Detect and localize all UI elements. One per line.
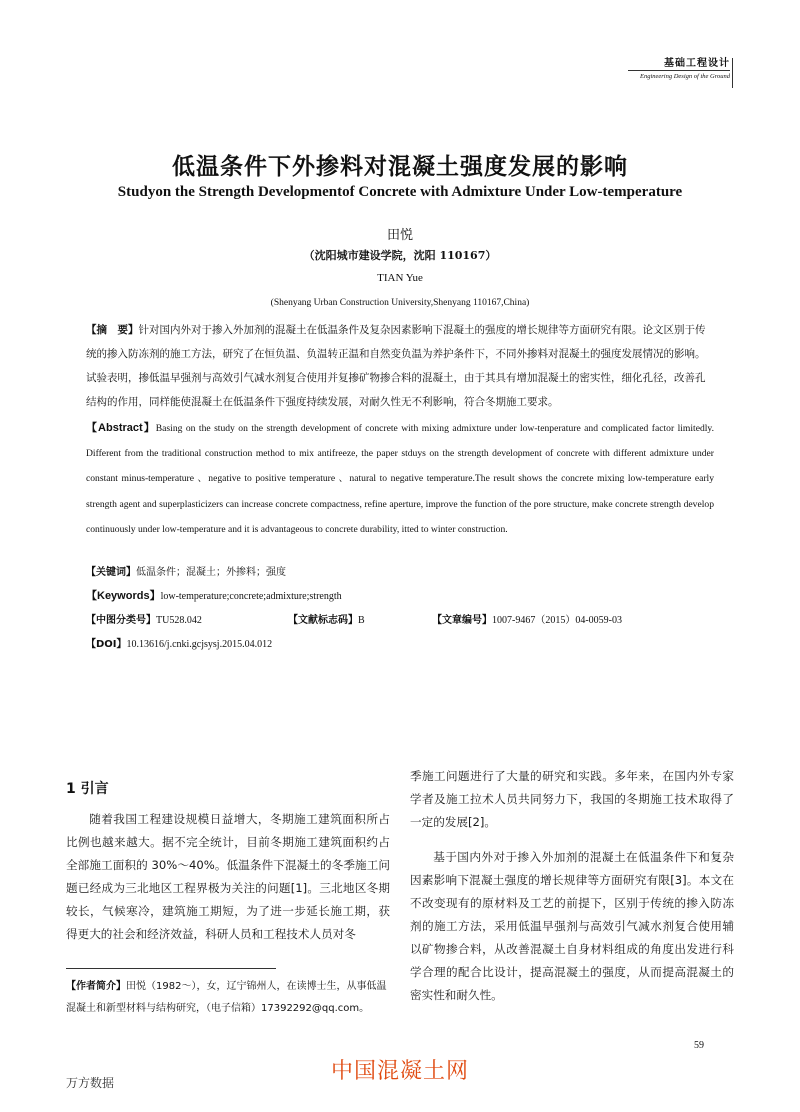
keywords-en-label: 【Keywords】 — [86, 590, 161, 602]
author-name-cn: 田悦 — [386, 228, 413, 243]
watermark-center: 中国混凝土网 — [330, 1059, 469, 1084]
doi-row — [86, 635, 714, 650]
paragraph: 随着我国工程建设规模日益增大，冬期施工建筑面积所占比例也越来越大。据不完全统计，目前冬期施工建筑面积约占全部施工面积的 30%～40%。低温条件下混凝土的冬季施工问题已经成为三北地区工程界极为关注的问题[1]。三北地区冬期较长，气候寒冷，建筑施工期短，为了进一步延长施工期，获得更大的社会和经济效益，科研人员和工程技术人员对冬 — [66, 812, 390, 941]
keywords-cn-text: 低温条件；混凝土；外掺料；强度 — [136, 567, 286, 578]
footnote-text: 田悦（1982～），女，辽宁锦州人，在读博士生，从事低温混凝土和新型材料与结构研究，（电子信箱）17392292@qq.com。 — [66, 981, 387, 1014]
abstract-en-label: 【Abstract】 — [86, 422, 156, 434]
footnote-label: 【作者简介】 — [66, 981, 126, 992]
abstract-cn — [86, 318, 714, 414]
doi-value: 10.13616/j.cnki.gcjsysj.2015.04.012 — [126, 639, 273, 650]
paper-title-en: Studyon the Strength Developmentof Concrete with Admixture Under Low-temperature — [117, 184, 683, 200]
paragraph: 基于国内外对于掺入外加剂的混凝土在低温条件下和复杂因素影响下混凝土强度的增长规律等方面研究有限[3]。本文在不改变现有的原材料及工艺的前提下，区别于传统的掺入防冻剂的施工方法，采用低温早强剂与高效引气减水剂复合使用辅以矿物掺合料，从改善混凝土自身材料组成的角度出发进行科学合理的配合比设计，提高混凝土的强度，从而提高混凝土的密实性和耐久性。 — [410, 850, 734, 1002]
paper-title-cn: 低温条件下外掺料对混凝土强度发展的影响 — [172, 154, 628, 180]
watermark-left: 万方数据 — [66, 1076, 115, 1090]
clc-label: 【中图分类号】 — [86, 615, 156, 626]
abstract-en-text: Basing on the study on the strength development of concrete with mixing admixture under low-tenperature and complicated factor limitedly. Different from the traditional construction method to mix antifreeze, the paper stduys on the strength development of concrete with different admixture under constant minus-temperature 、negative to positive temperature 、natural to negative temperature.The result shows the concrete mixing low-temperature early strength agent and superplasticizers can increase concrete compactness, refine aperture, improve the function of the pore structure, make concrete strength develop continuously under low-temperature and it is advantageous to concrete durability, itted to winter construction. — [86, 423, 715, 535]
keywords-en — [86, 587, 714, 603]
article-number — [432, 611, 622, 626]
abstract-en — [86, 416, 714, 542]
abstract-cn-label: 【摘 要】 — [86, 324, 139, 336]
doi-label: 【DOI】 — [86, 639, 127, 650]
journal-name-cn: 基础工程设计 — [664, 58, 730, 69]
article-number-label: 【文章编号】 — [432, 615, 492, 626]
header-rule — [628, 70, 730, 71]
clc-number — [86, 611, 202, 626]
document-code — [288, 611, 365, 626]
keywords-en-text: low-temperature;concrete;admixture;strength — [160, 591, 342, 602]
page-number: 59 — [694, 1040, 704, 1051]
author-affiliation-en: (Shenyang Urban Construction University,Shenyang 110167,China) — [270, 298, 530, 308]
section-heading: 1 引言 — [66, 781, 109, 797]
abstract-cn-text: 针对国内外对于掺入外加剂的混凝土在低温条件及复杂因素影响下混凝土的强度的增长规律等方面研究有限。论文区别于传统的掺入防冻剂的施工方法，研究了在恒负温、负温转正温和自然变负温为养护条件下，不同外掺料对混凝土的强度发展情况的影响。试验表明，掺低温早强剂与高效引气减水剂复合使用并复掺矿物掺合料的混凝土，由于其具有增加混凝土的密实性，细化孔径，改善孔结构的作用，同样能使混凝土在低温条件下强度持续发展，对耐久性无不利影响，符合冬期施工要求。 — [86, 324, 706, 408]
keywords-cn-label: 【关键词】 — [86, 567, 136, 578]
doc-code-label: 【文献标志码】 — [288, 615, 358, 626]
author-footnote — [66, 976, 396, 1020]
author-name-en: TIAN Yue — [377, 272, 423, 284]
keywords-cn — [86, 563, 714, 578]
article-number-value: 1007-9467（2015）04-0059-03 — [492, 615, 622, 626]
body-column-right — [410, 765, 734, 1007]
doc-code-value: B — [358, 615, 365, 626]
footnote-rule — [66, 968, 276, 969]
clc-value: TU528.042 — [156, 615, 202, 626]
header-divider — [732, 58, 733, 88]
author-affiliation-cn: （沈阳城市建设学院，沈阳 110167） — [303, 249, 497, 262]
paragraph: 季施工问题进行了大量的研究和实践。多年来，在国内外专家学者及施工拉术人员共同努力下，我国的冬期施工技术取得了一定的发展[2]。 — [410, 769, 734, 829]
body-column-left — [66, 808, 390, 946]
journal-name-en: Engineering Design of the Ground — [639, 73, 730, 80]
